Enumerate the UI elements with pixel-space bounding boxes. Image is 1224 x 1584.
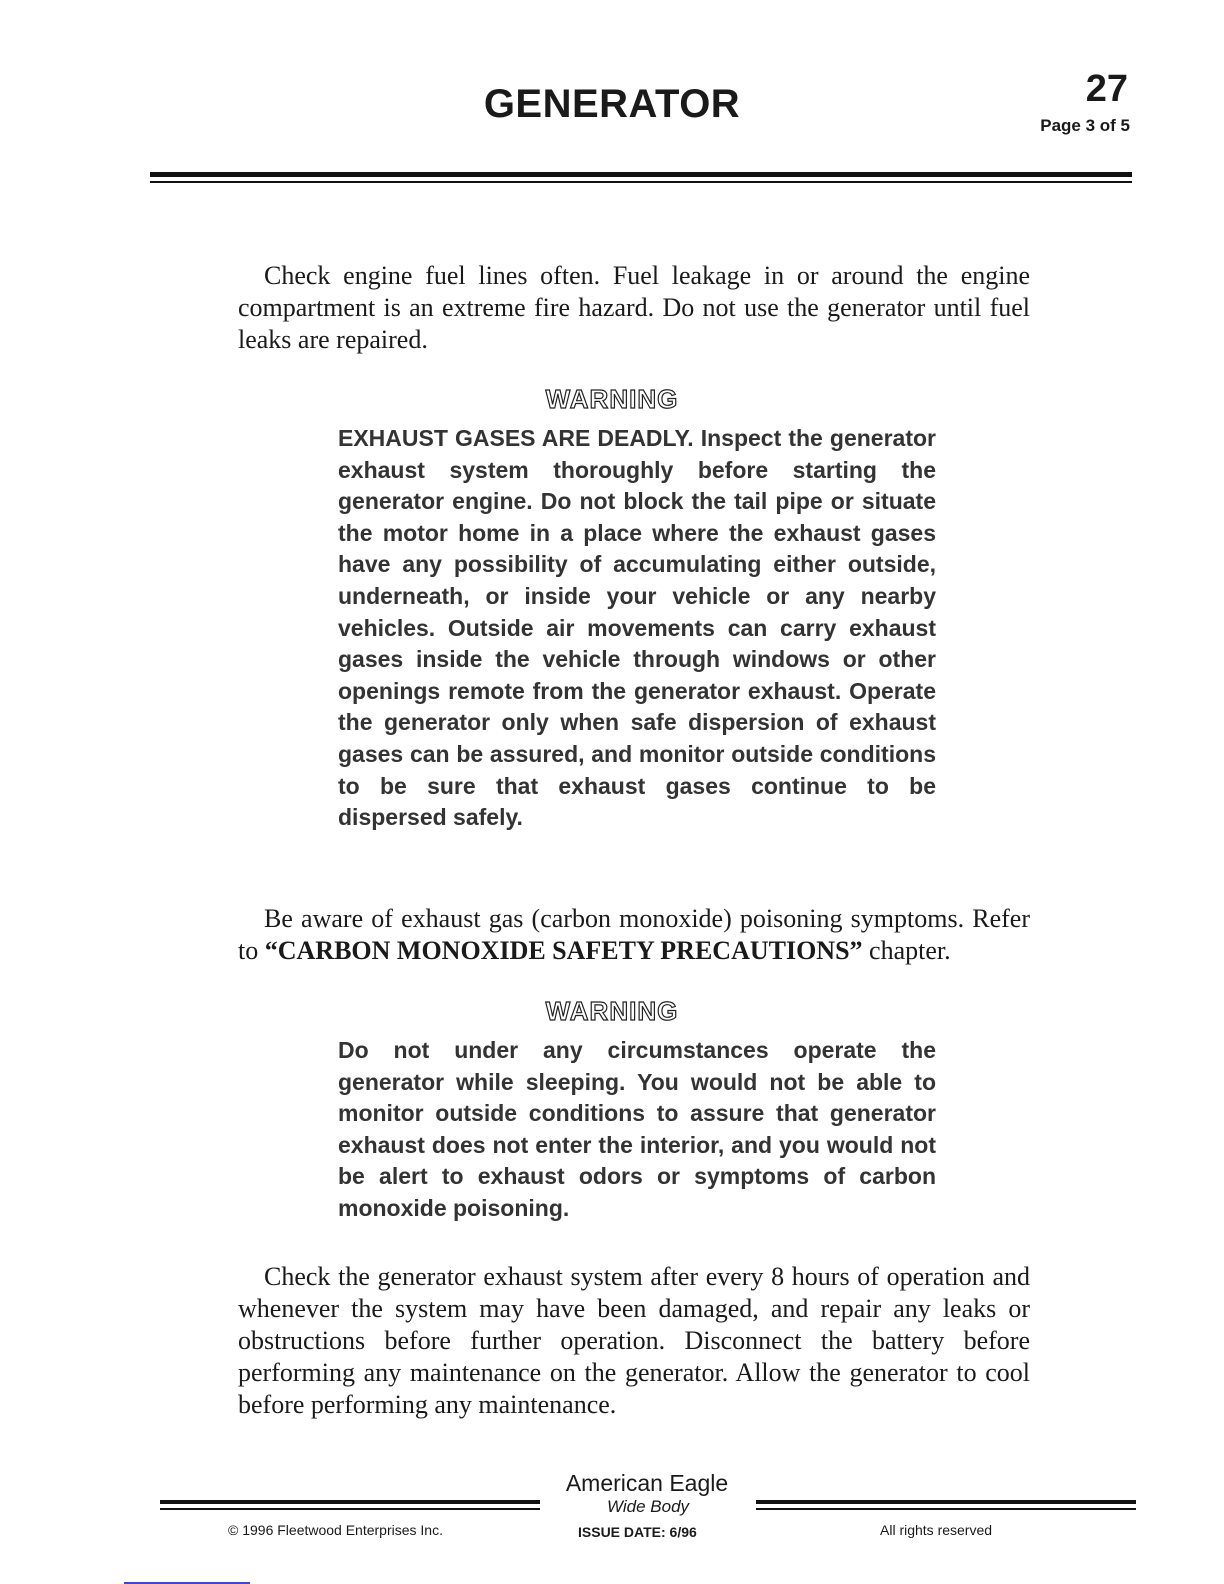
footer-subtitle: Wide Body — [606, 1497, 690, 1516]
warning-heading-1: WARNING — [545, 384, 679, 414]
header-rule-thick — [150, 172, 1132, 177]
warning-heading-2: WARNING — [545, 996, 679, 1026]
footer-product-name: American Eagle — [565, 1470, 729, 1496]
rights-notice: All rights reserved — [880, 1522, 993, 1538]
footer-rule-left-thick — [160, 1500, 540, 1504]
header-rule-thin — [150, 181, 1132, 183]
footer-rule-right-thick — [756, 1500, 1136, 1504]
exhaust-warning-text: EXHAUST GASES ARE DEADLY. Inspect the generator exhaust system thoroughly before starting the generator engine. Do not block the tail pipe or situate the motor home in a place where the exhaust gases have any possibility of accumulating either outside, underneath, or inside your vehicle or any nearby vehicles. Outside air movements can carry exhaust gases inside the vehicle through windows or other openings remote from the generator exhaust. Operate the generator only when safe dispersion of exhaust gases can be assured, and monitor outside conditions to be sure that exhaust gases continue to be dispersed safely. — [338, 425, 936, 831]
page-indicator: Page 3 of 5 — [1040, 116, 1130, 135]
footer-rule-left-thin — [160, 1508, 540, 1510]
copyright-notice: © 1996 Fleetwood Enterprises Inc. — [228, 1522, 443, 1538]
carbon-monoxide-paragraph — [238, 903, 1030, 967]
co-text-after: chapter. — [862, 936, 951, 965]
exhaust-check-paragraph: Check the generator exhaust system after every 8 hours of operation and whenever the system may have been damaged, and repair any leaks or obstructions before further operation. Disconnect the battery before performing any maintenance on the generator. Allow the generator to cool before performing any maintenance. — [238, 1262, 1030, 1419]
sleeping-warning-text: Do not under any circumstances operate the generator while sleeping. You would not be able to monitor outside conditions to assure that generator exhaust does not enter the interior, and you would not be alert to exhaust odors or symptoms of carbon monoxide poisoning. — [338, 1037, 936, 1221]
footer-rule-right-thin — [756, 1508, 1136, 1510]
co-text-before: Be aware of exhaust gas (carbon monoxide) poisoning symptoms. Refer to — [238, 904, 1030, 965]
issue-date: ISSUE DATE: 6/96 — [578, 1524, 697, 1540]
chapter-number: 27 — [1085, 68, 1128, 110]
co-chapter-reference: “CARBON MONOXIDE SAFETY PRECAUTIONS” — [264, 936, 863, 965]
page-title: GENERATOR — [483, 82, 741, 126]
fuel-lines-paragraph: Check engine fuel lines often. Fuel leakage in or around the engine compartment is an extreme fire hazard. Do not use the generator until fuel leaks are repaired. — [238, 261, 1030, 354]
